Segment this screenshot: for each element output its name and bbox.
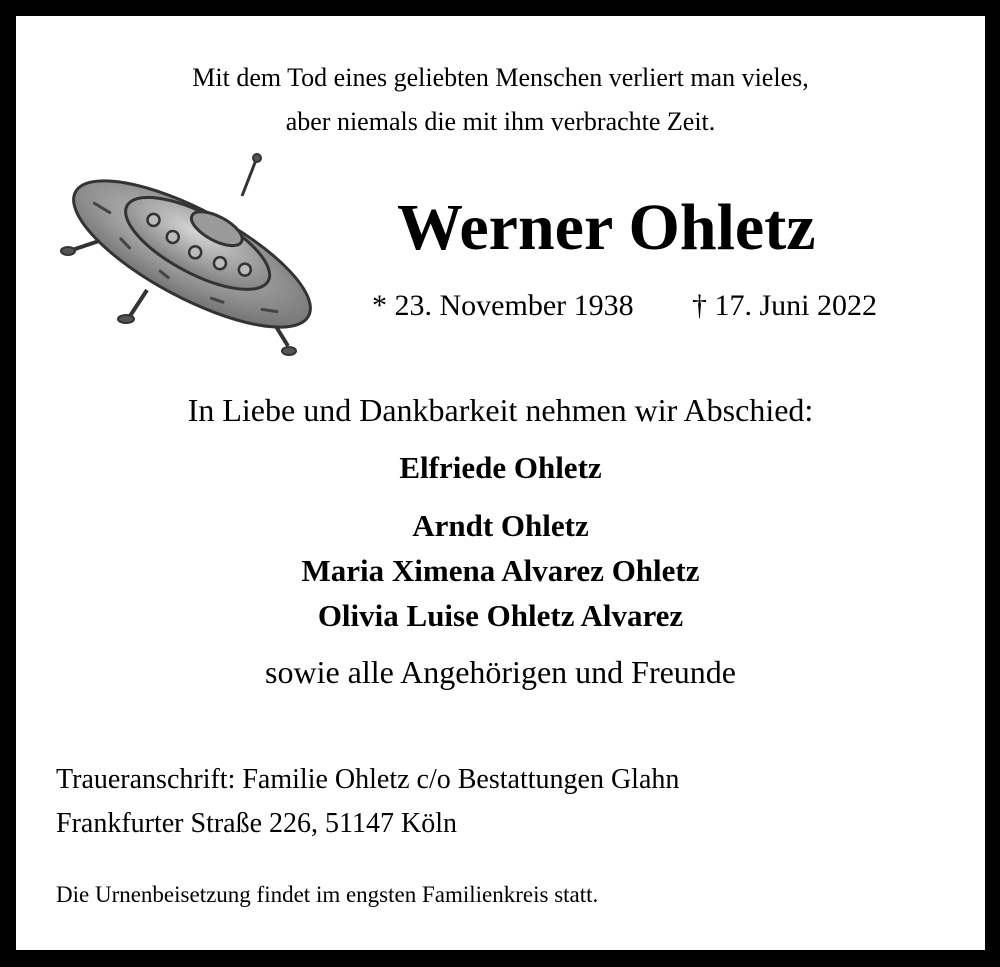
deceased-name: Werner Ohletz: [397, 191, 816, 264]
address-line-1: Traueranschrift: Familie Ohletz c/o Bestattungen Glahn: [56, 764, 680, 795]
quote-line-2: aber niemals die mit ihm verbrachte Zeit.: [285, 107, 716, 136]
quote-line-1: Mit dem Tod eines geliebten Menschen verliert man vieles,: [192, 63, 809, 92]
obituary-card: [16, 16, 985, 950]
death-date: † 17. Juni 2022: [692, 289, 878, 322]
ufo-icon: [52, 150, 324, 362]
mourner-family-3: Olivia Luise Ohletz Alvarez: [317, 598, 684, 633]
burial-note: Die Urnenbeisetzung findet im engsten Familienkreis statt.: [56, 882, 599, 907]
birth-date: * 23. November 1938: [372, 289, 634, 322]
address-line-2: Frankfurter Straße 226, 51147 Köln: [56, 808, 457, 839]
mourner-others: sowie alle Angehörigen und Freunde: [265, 654, 736, 690]
mourner-family-2: Maria Ximena Alvarez Ohletz: [301, 553, 700, 588]
mourner-spouse: Elfriede Ohletz: [399, 450, 602, 485]
farewell-intro: In Liebe und Dankbarkeit nehmen wir Abschied:: [187, 392, 814, 428]
mourner-family-1: Arndt Ohletz: [412, 508, 589, 543]
